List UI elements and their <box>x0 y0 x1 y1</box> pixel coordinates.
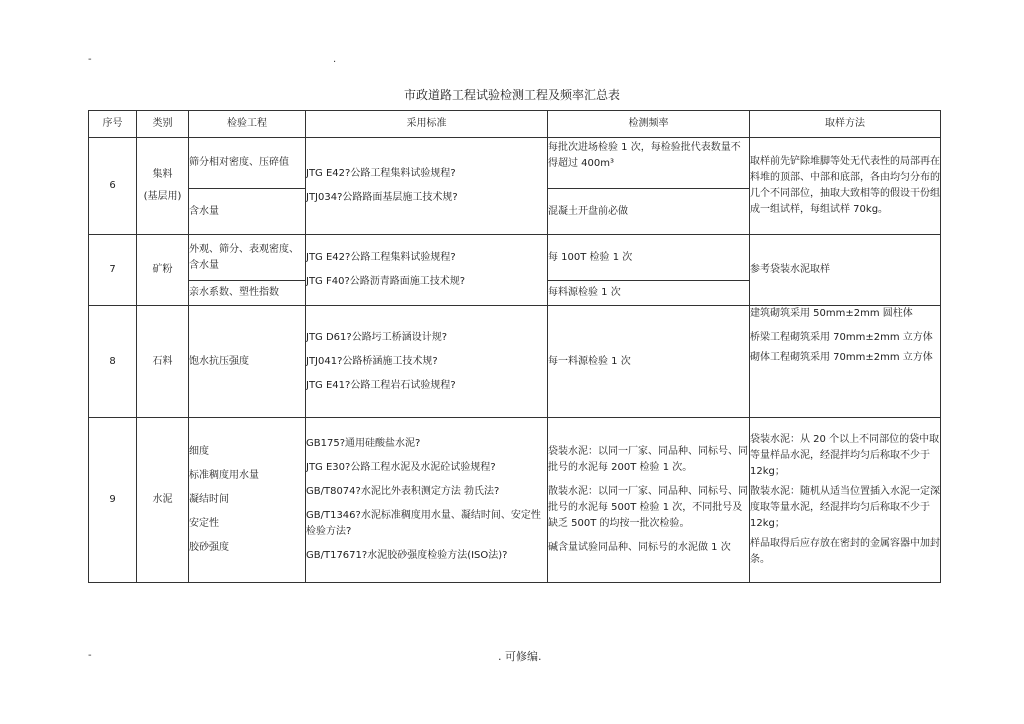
row-category: 石料 <box>137 306 189 418</box>
table-header-row <box>89 111 941 138</box>
row-no: 6 <box>89 138 137 235</box>
row-sampling: 袋装水泥：从 20 个以上不同部位的袋中取等量样品水泥，经混拌均匀后称取不少于 12kg； 散装水泥：随机从适当位置插入水泥一定深度取等量水泥，经混拌均匀后称取不少于 12kg； 样品取得后应存放在密封的金属容器中加封条。 <box>750 418 941 583</box>
row-standards: JTG D61?公路圬工桥涵设计规? JTJ041?公路桥涵施工技术规? JTG E41?公路工程岩石试验规程? <box>306 306 548 418</box>
row-no: 7 <box>89 235 137 306</box>
row-category: 水泥 <box>137 418 189 583</box>
col-header-frequency: 检测频率 <box>548 111 750 138</box>
row-frequency: 每批次进场检验 1 次，每检验批代表数量不得超过 400m³ <box>548 138 750 189</box>
row-item: 细度 标准稠度用水量 凝结时间 安定性 胶砂强度 <box>189 418 306 583</box>
row-item: 含水量 <box>189 189 306 235</box>
row-item: 饱水抗压强度 <box>189 306 306 418</box>
col-header-category: 类别 <box>137 111 189 138</box>
footer-left-mark: - <box>88 650 92 661</box>
table-row <box>89 418 941 583</box>
row-standards: GB175?通用硅酸盐水泥? JTG E30?公路工程水泥及水泥砼试验规程? GB/T8074?水泥比外表积测定方法 勃氏法? GB/T1346?水泥标准稠度用水量、凝结时间、安定性检验方法? GB/T17671?水泥胶砂强度检验方法(ISO法)? <box>306 418 548 583</box>
header-left-mark: - <box>88 54 92 65</box>
row-no: 9 <box>89 418 137 583</box>
row-sampling: 建筑砌筑采用 50mm±2mm 圆柱体 桥梁工程砌筑采用 70mm±2mm 立方体 砌体工程砌筑采用 70mm±2mm 立方体 <box>750 306 941 418</box>
row-no: 8 <box>89 306 137 418</box>
row-frequency: 每料源检验 1 次 <box>548 281 750 306</box>
row-category: 矿粉 <box>137 235 189 306</box>
header-mid-mark: . <box>333 54 337 65</box>
row-frequency: 混凝土开盘前必做 <box>548 189 750 235</box>
col-header-sampling: 取样方法 <box>750 111 941 138</box>
row-sampling: 取样前先铲除堆脚等处无代表性的局部再在料堆的顶部、中部和底部，各由均匀分布的几个不同部位，抽取大致相等的假设干份组成一组试样，每组试样 70kg。 <box>750 138 941 235</box>
table-row <box>89 306 941 418</box>
col-header-standard: 采用标准 <box>306 111 548 138</box>
footer-text: . 可修编. <box>498 650 542 663</box>
row-sampling: 参考袋装水泥取样 <box>750 235 941 306</box>
row-item: 筛分相对密度、压碎值 <box>189 138 306 189</box>
row-category: 集料 (基层用) <box>137 138 189 235</box>
row-frequency: 每一料源检验 1 次 <box>548 306 750 418</box>
row-standards: JTG E42?公路工程集料试验规程? JTG F40?公路沥青路面施工技术规? <box>306 235 548 306</box>
col-header-no: 序号 <box>89 111 137 138</box>
row-item: 外观、筛分、表观密度、含水量 <box>189 235 306 281</box>
table-row <box>89 235 941 281</box>
table-row <box>89 138 941 189</box>
row-standards: JTG E42?公路工程集料试验规程? JTJ034?公路路面基层施工技术规? <box>306 138 548 235</box>
page-title: 市政道路工程试验检测工程及频率汇总表 <box>403 88 620 102</box>
row-frequency: 每 100T 检验 1 次 <box>548 235 750 281</box>
summary-table <box>88 110 941 583</box>
col-header-items: 检验工程 <box>189 111 306 138</box>
row-item: 亲水系数、塑性指数 <box>189 281 306 306</box>
row-frequency: 袋装水泥：以同一厂家、同品种、同标号、同批号的水泥每 200T 检验 1 次。 散装水泥：以同一厂家、同品种、同标号、同批号的水泥每 500T 检验 1 次，不同批号及缺乏 500T 的均按一批次检验。 碱含量试验同品种、同标号的水泥做 1 次 <box>548 418 750 583</box>
